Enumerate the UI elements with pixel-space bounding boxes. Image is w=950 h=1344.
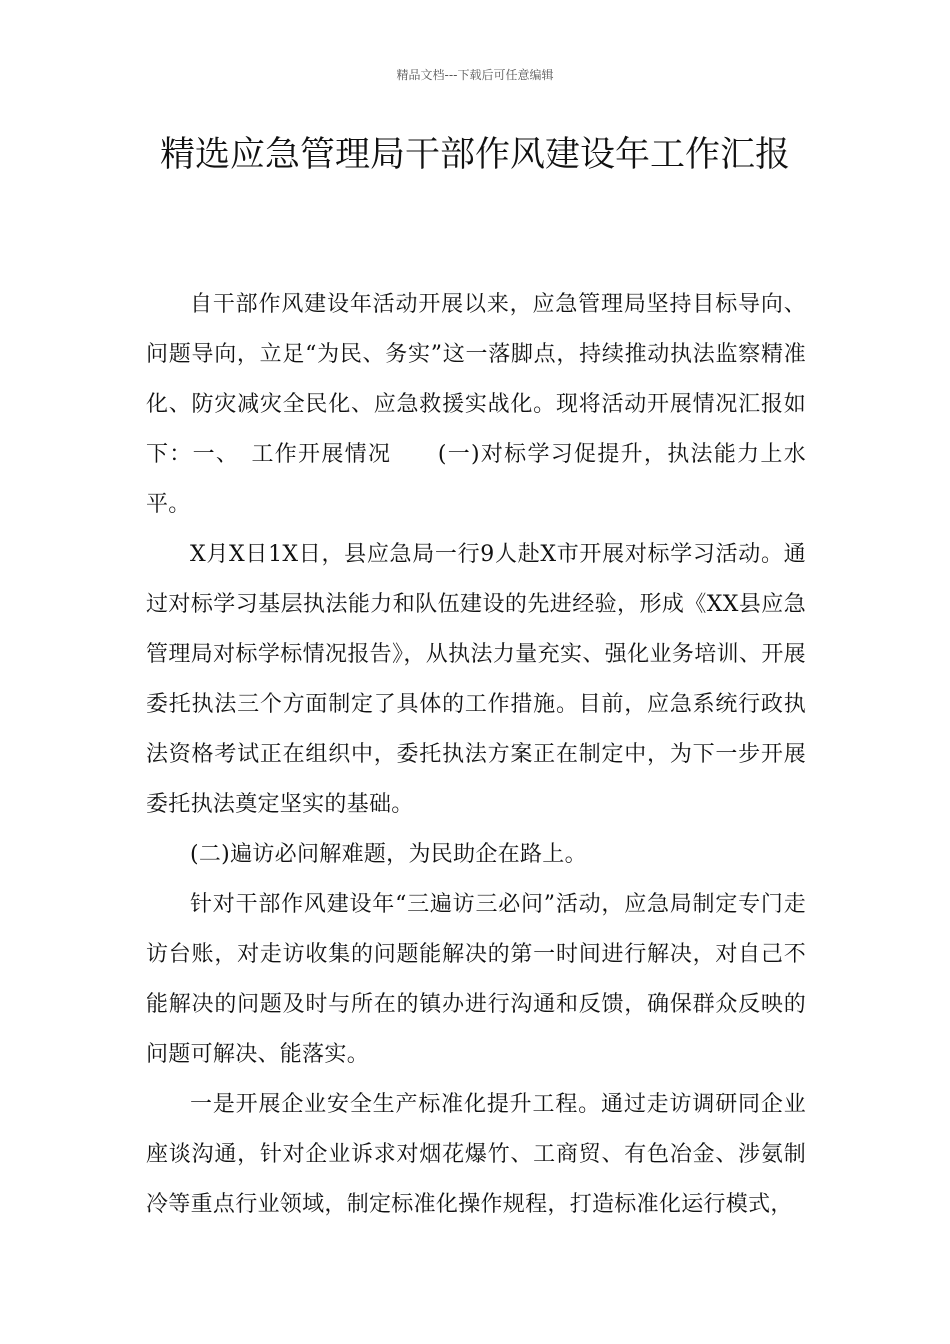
paragraph: X月X日1X日，县应急局一行9人赴X市开展对标学习活动。通过对标学习基层执法能力和队伍建设的先进经验，形成《XX县应急管理局对标学标情况报告》，从执法力量充实、强化业务培训、开展委托执法三个方面制定了具体的工作措施。目前，应急系统行政执法资格考试正在组织中，委托执法方案正在制定中，为下一步开展委托执法奠定坚实的基础。 bbox=[146, 542, 806, 817]
document-title: 精选应急管理局干部作风建设年工作汇报 bbox=[159, 135, 790, 175]
paragraph: 一是开展企业安全生产标准化提升工程。通过走访调研同企业座谈沟通，针对企业诉求对烟花爆竹、工商贸、有色冶金、涉氨制冷等重点行业领域，制定标准化操作规程，打造标准化运行模式， bbox=[146, 1092, 806, 1217]
paragraph: 针对干部作风建设年“三遍访三必问”活动，应急局制定专门走访台账，对走访收集的问题能解决的第一时间进行解决，对自己不能解决的问题及时与所在的镇办进行沟通和反馈，确保群众反映的问题可解决、能落实。 bbox=[146, 892, 806, 1067]
paragraph: 自干部作风建设年活动开展以来，应急管理局坚持目标导向、问题导向，立足“为民、务实”这一落脚点，持续推动执法监察精准化、防灾减灾全民化、应急救援实战化。现将活动开展情况汇报如下：一、 工作开展情况 (一)对标学习促提升，执法能力上水平。 bbox=[146, 292, 806, 517]
header-note: 精品文档---下载后可任意编辑 bbox=[396, 68, 554, 82]
paragraph: (二)遍访必问解难题，为民助企在路上。 bbox=[190, 842, 587, 867]
document-body bbox=[146, 280, 806, 1230]
